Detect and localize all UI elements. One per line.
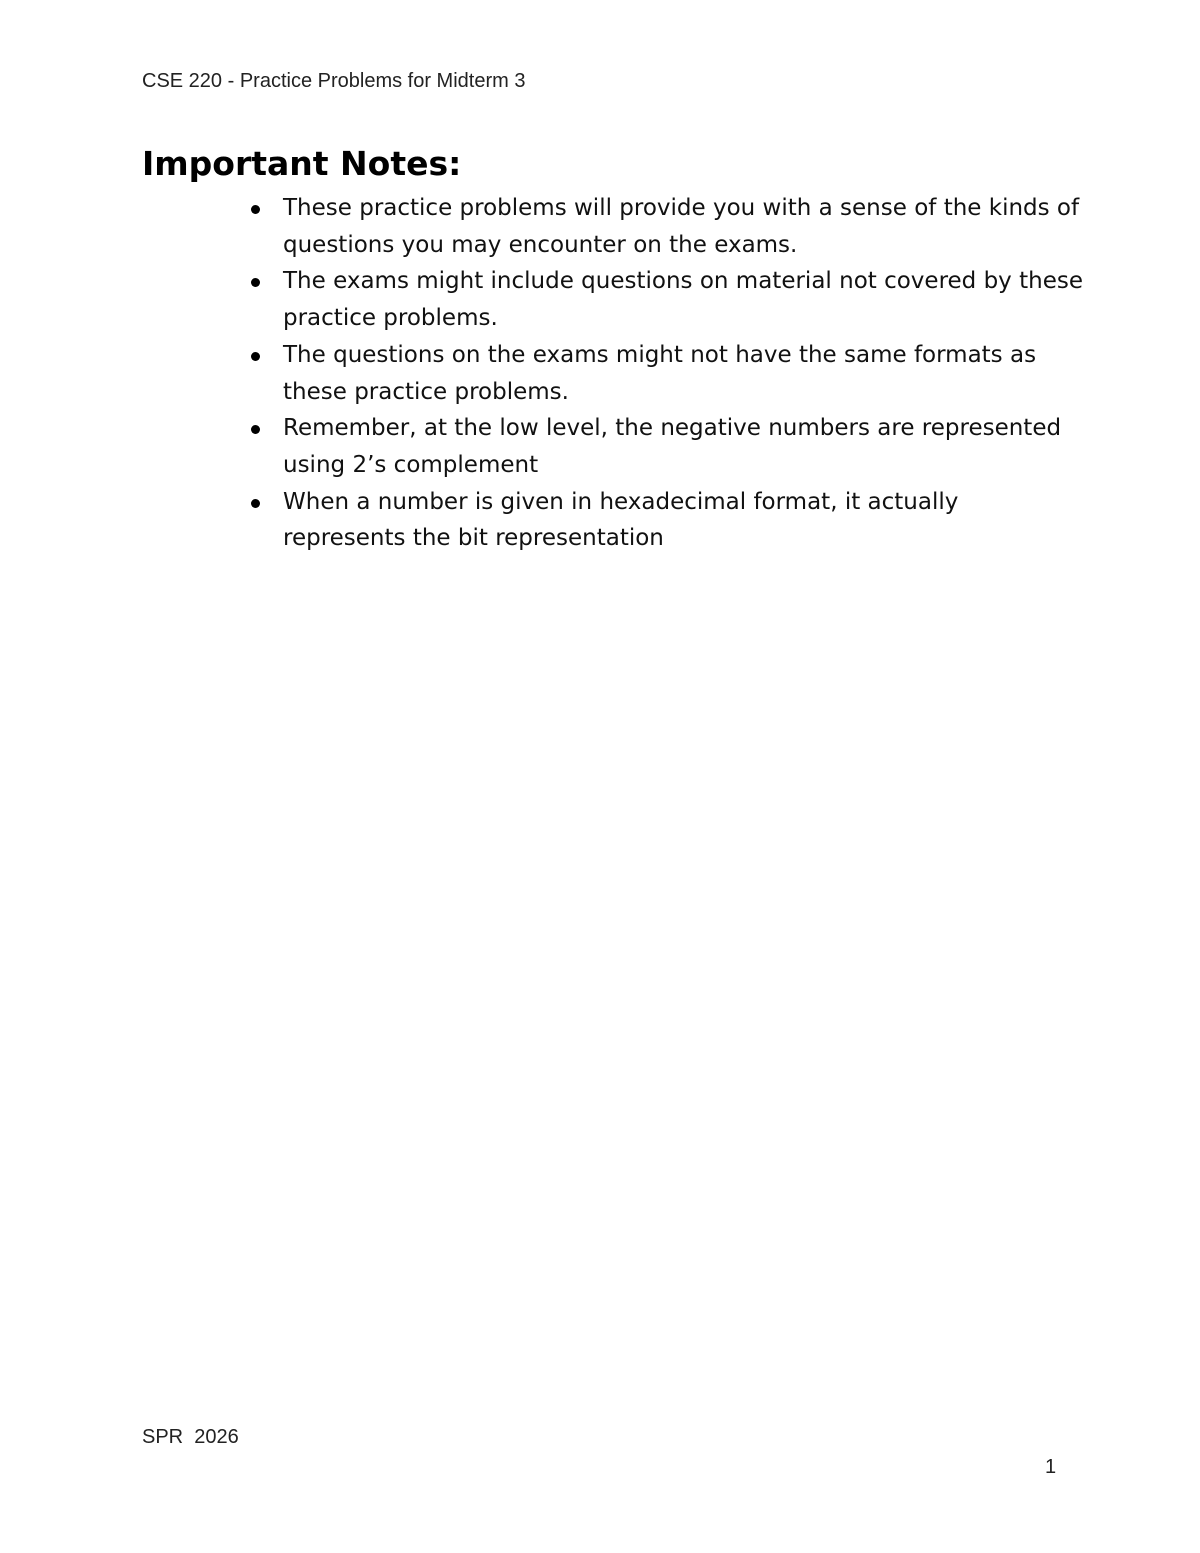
list-item bbox=[283, 337, 1083, 410]
list-item bbox=[283, 484, 1083, 557]
bullet-icon bbox=[251, 205, 260, 214]
section-heading: Important Notes: bbox=[142, 144, 462, 183]
note-text: When a number is given in hexadecimal format, it actually represents the bit representation bbox=[283, 488, 959, 552]
list-item bbox=[283, 190, 1083, 263]
bullet-icon bbox=[251, 425, 260, 434]
bullet-icon bbox=[251, 278, 260, 287]
note-text: Remember, at the low level, the negative numbers are represented using 2’s complement bbox=[283, 415, 1062, 478]
bullet-icon bbox=[251, 499, 260, 508]
notes-list bbox=[283, 190, 1083, 557]
list-item bbox=[283, 263, 1083, 336]
bullet-icon bbox=[251, 352, 260, 361]
footer-term: SPR 2026 bbox=[142, 1426, 239, 1448]
note-text: The exams might include questions on material not covered by these practice problems. bbox=[283, 268, 1083, 332]
note-text: These practice problems will provide you with a sense of the kinds of questions you may encounter on the exams. bbox=[283, 195, 1080, 258]
note-text: The questions on the exams might not have the same formats as these practice problems. bbox=[283, 341, 1037, 405]
page-number: 1 bbox=[1045, 1456, 1057, 1478]
list-item bbox=[283, 410, 1083, 483]
page-header: CSE 220 - Practice Problems for Midterm 3 bbox=[142, 70, 526, 92]
